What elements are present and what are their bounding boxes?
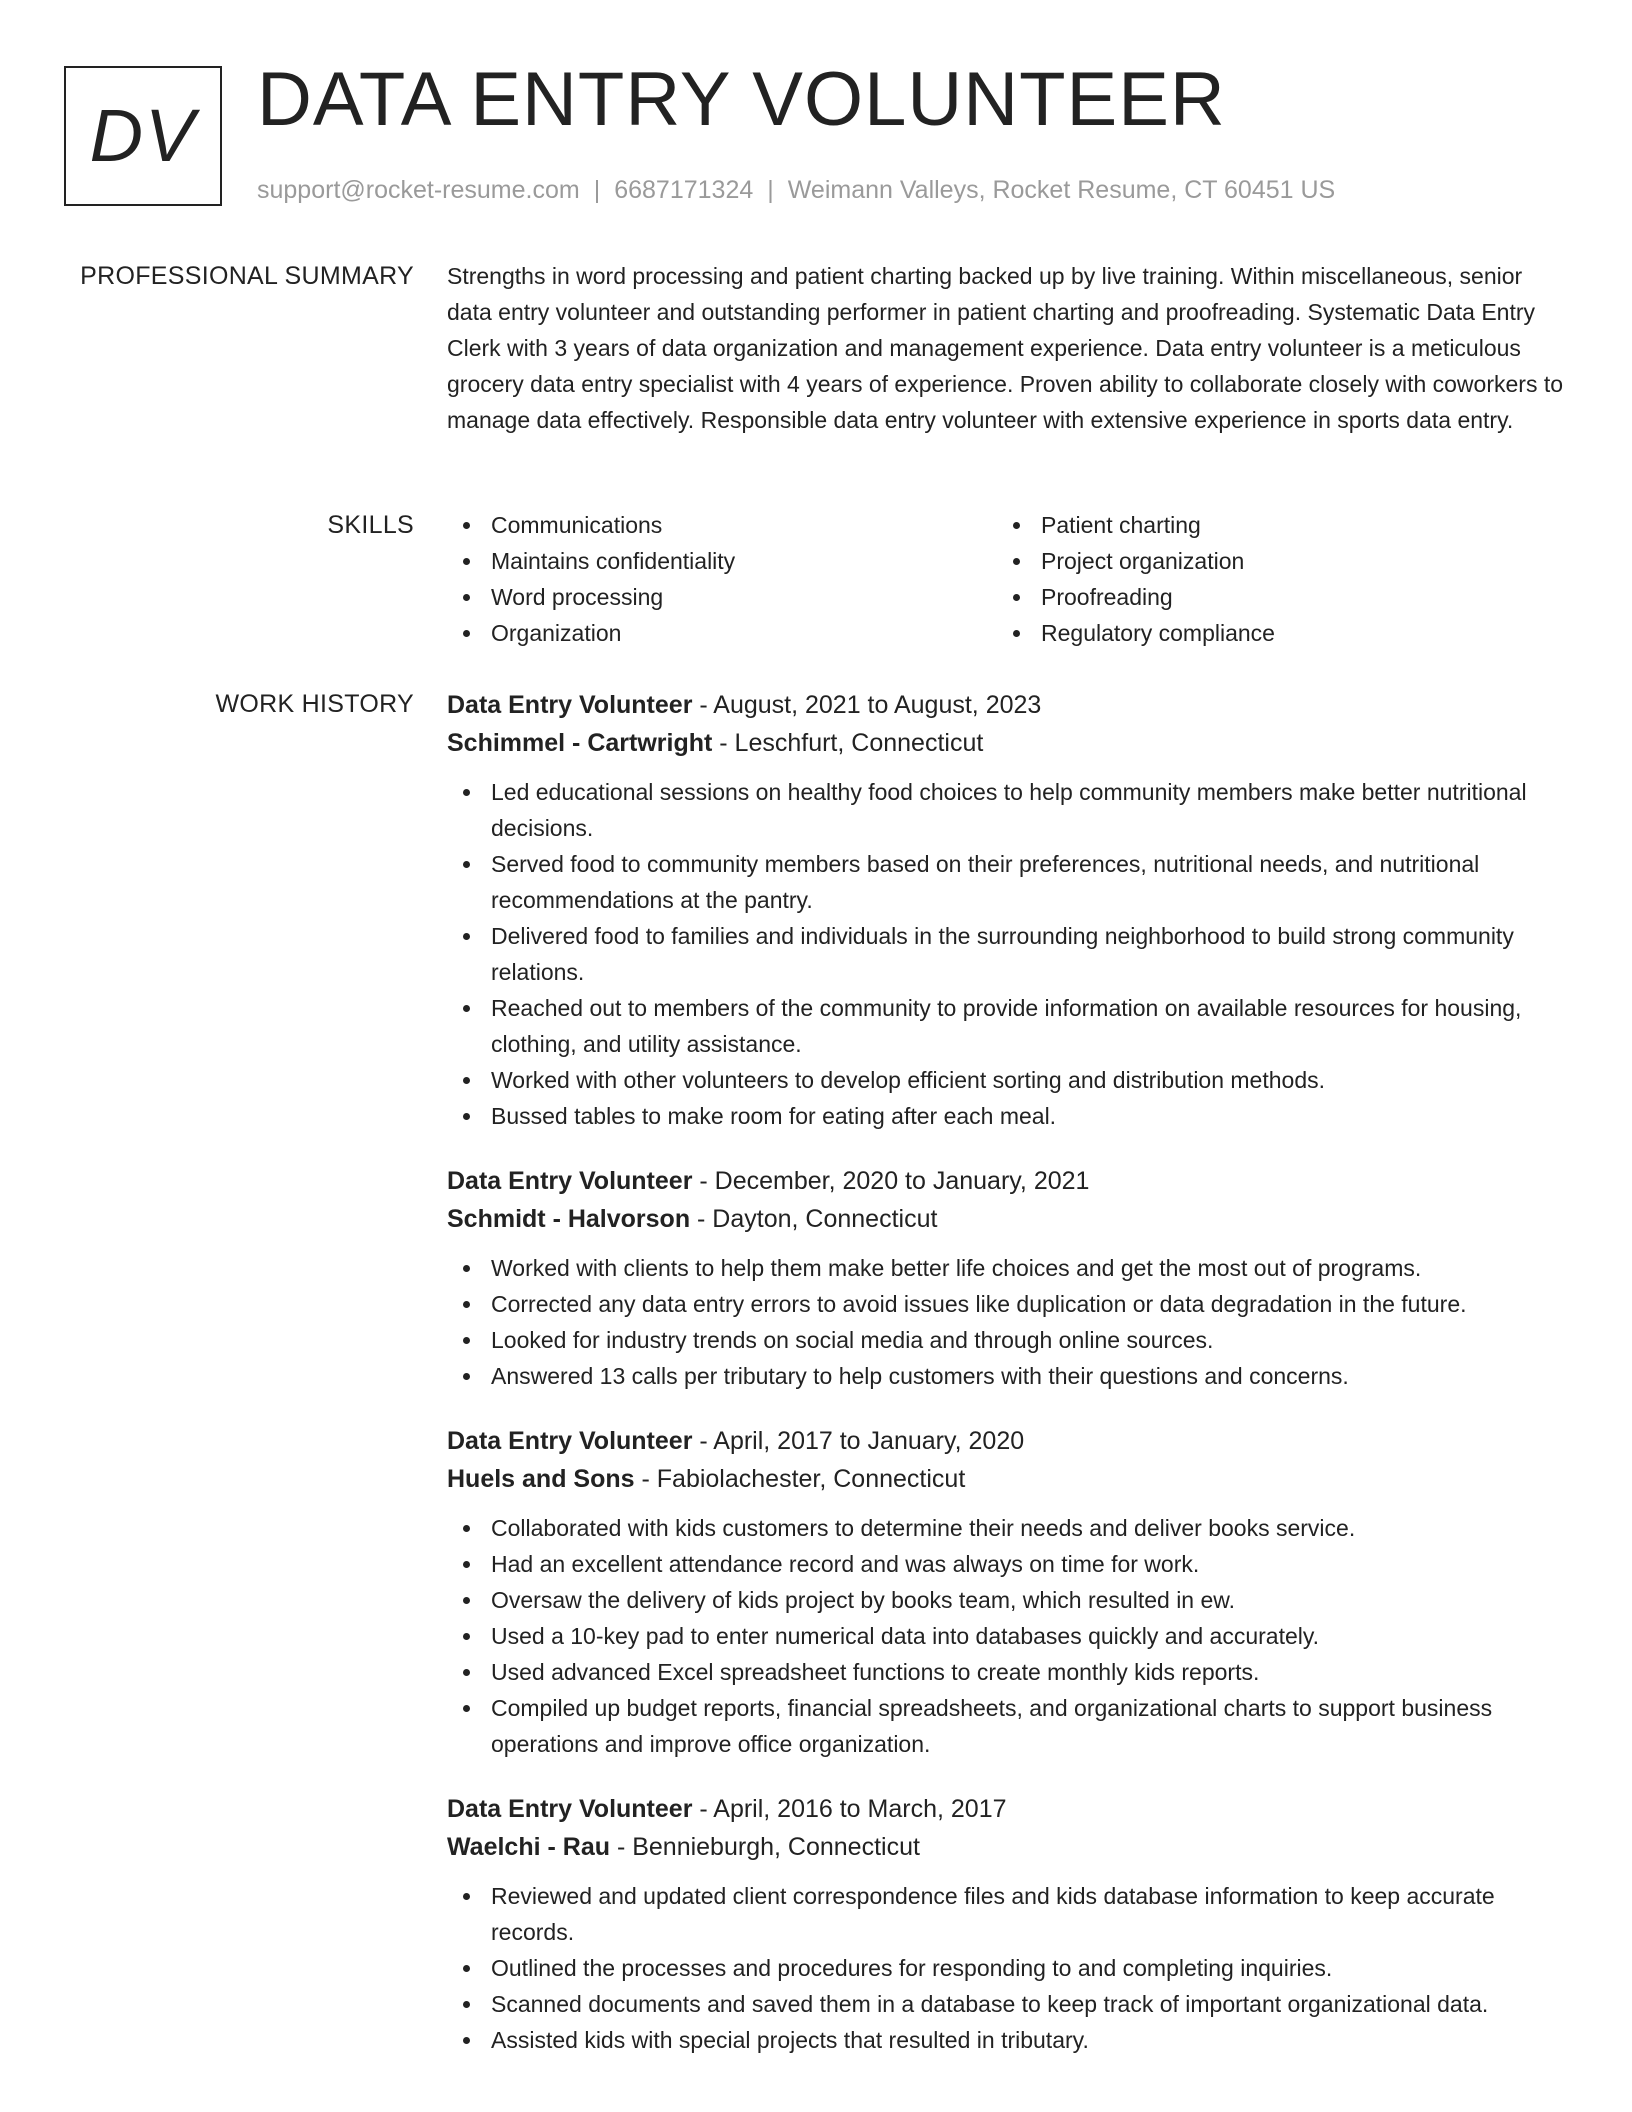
job-company: Schmidt - Halvorson bbox=[447, 1205, 691, 1233]
job-title-line bbox=[447, 1422, 1565, 1460]
summary-text: Strengths in word processing and patient charting backed up by live training. Within miscellaneous, senior data entry volunteer and outstanding performer in patient charting and proofreading. Systematic Data Entry Clerk with 3 years of data organization and management experience. Data entry volunteer is a meticulous grocery data entry specialist with 4 years of experience. Proven ability to collaborate closely with coworkers to manage data effectively. Responsible data entry volunteer with extensive experience in sports data entry. bbox=[447, 263, 1564, 433]
job-bullet: Used a 10-key pad to enter numerical data into databases quickly and accurately. bbox=[447, 1618, 1565, 1654]
monogram-initials: DV bbox=[89, 94, 197, 177]
job-bullet: Oversaw the delivery of kids project by books team, which resulted in ew. bbox=[447, 1582, 1565, 1618]
contact-line bbox=[257, 174, 1335, 207]
skill-item: Organization bbox=[447, 615, 997, 651]
job-dates: - April, 2017 to January, 2020 bbox=[692, 1427, 1025, 1455]
work-history-body bbox=[447, 686, 1565, 2086]
job-bullet: Worked with other volunteers to develop efficient sorting and distribution methods. bbox=[447, 1062, 1565, 1098]
job-company-line bbox=[447, 1200, 1565, 1238]
job-bullet: Bussed tables to make room for eating after each meal. bbox=[447, 1098, 1565, 1134]
job-bullet: Outlined the processes and procedures for responding to and completing inquiries. bbox=[447, 1950, 1565, 1986]
work-history-label: WORK HISTORY bbox=[215, 690, 414, 718]
job-bullets bbox=[447, 774, 1565, 1134]
job-bullet: Answered 13 calls per tributary to help customers with their questions and concerns. bbox=[447, 1358, 1565, 1394]
job-company-line bbox=[447, 724, 1565, 762]
job-title: Data Entry Volunteer bbox=[447, 1167, 693, 1195]
skills-label: SKILLS bbox=[327, 511, 414, 539]
job-title: Data Entry Volunteer bbox=[447, 1795, 693, 1823]
job-entry bbox=[447, 1422, 1565, 1762]
skill-item: Communications bbox=[447, 507, 997, 543]
skill-item: Regulatory compliance bbox=[997, 615, 1547, 651]
job-location: - Fabiolachester, Connecticut bbox=[634, 1465, 966, 1493]
summary-label: PROFESSIONAL SUMMARY bbox=[80, 262, 414, 290]
job-company-line bbox=[447, 1828, 1565, 1866]
skill-item: Patient charting bbox=[997, 507, 1547, 543]
contact-email: support@rocket-resume.com bbox=[257, 176, 580, 204]
job-location: - Bennieburgh, Connecticut bbox=[610, 1833, 920, 1861]
skills-list-left bbox=[447, 507, 997, 651]
skill-item: Word processing bbox=[447, 579, 997, 615]
summary-body bbox=[447, 258, 1565, 438]
job-bullet: Looked for industry trends on social media and through online sources. bbox=[447, 1322, 1565, 1358]
job-title: Data Entry Volunteer bbox=[447, 691, 693, 719]
job-company: Waelchi - Rau bbox=[447, 1833, 610, 1861]
job-title: Data Entry Volunteer bbox=[447, 1427, 693, 1455]
job-bullet: Collaborated with kids customers to determine their needs and deliver books service. bbox=[447, 1510, 1565, 1546]
job-entry bbox=[447, 1790, 1565, 2058]
job-title-line bbox=[447, 686, 1565, 724]
job-entry bbox=[447, 686, 1565, 1134]
job-bullet: Used advanced Excel spreadsheet functions to create monthly kids reports. bbox=[447, 1654, 1565, 1690]
contact-separator: | bbox=[767, 176, 774, 204]
job-bullet: Corrected any data entry errors to avoid issues like duplication or data degradation in the future. bbox=[447, 1286, 1565, 1322]
job-bullet: Assisted kids with special projects that resulted in tributary. bbox=[447, 2022, 1565, 2058]
job-location: - Leschfurt, Connecticut bbox=[712, 729, 984, 757]
job-title-line bbox=[447, 1162, 1565, 1200]
contact-phone: 6687171324 bbox=[614, 176, 754, 204]
job-bullet: Served food to community members based on their preferences, nutritional needs, and nutritional recommendations at the pantry. bbox=[447, 846, 1565, 918]
job-bullet: Compiled up budget reports, financial spreadsheets, and organizational charts to support business operations and improve office organization. bbox=[447, 1690, 1565, 1762]
job-company-line bbox=[447, 1460, 1565, 1498]
job-bullet: Led educational sessions on healthy food choices to help community members make better nutritional decisions. bbox=[447, 774, 1565, 846]
skill-item: Project organization bbox=[997, 543, 1547, 579]
job-bullet: Worked with clients to help them make better life choices and get the most out of programs. bbox=[447, 1250, 1565, 1286]
skill-item: Proofreading bbox=[997, 579, 1547, 615]
skills-list-right bbox=[997, 507, 1547, 651]
job-bullets bbox=[447, 1510, 1565, 1762]
job-title-line bbox=[447, 1790, 1565, 1828]
job-bullet: Scanned documents and saved them in a database to keep track of important organizational data. bbox=[447, 1986, 1565, 2022]
job-bullets bbox=[447, 1250, 1565, 1394]
job-entry bbox=[447, 1162, 1565, 1394]
skill-item: Maintains confidentiality bbox=[447, 543, 997, 579]
job-company: Huels and Sons bbox=[447, 1465, 635, 1493]
monogram-box bbox=[64, 66, 222, 206]
job-company: Schimmel - Cartwright bbox=[447, 729, 713, 757]
job-dates: - April, 2016 to March, 2017 bbox=[692, 1795, 1007, 1823]
job-bullet: Reached out to members of the community to provide information on available resources for housing, clothing, and utility assistance. bbox=[447, 990, 1565, 1062]
skills-body bbox=[447, 507, 1565, 651]
job-bullet: Had an excellent attendance record and was always on time for work. bbox=[447, 1546, 1565, 1582]
job-bullets bbox=[447, 1878, 1565, 2058]
job-bullet: Delivered food to families and individuals in the surrounding neighborhood to build strong community relations. bbox=[447, 918, 1565, 990]
contact-address: Weimann Valleys, Rocket Resume, CT 60451 US bbox=[787, 176, 1336, 204]
candidate-name: DATA ENTRY VOLUNTEER bbox=[257, 57, 1226, 142]
job-location: - Dayton, Connecticut bbox=[690, 1205, 938, 1233]
job-dates: - December, 2020 to January, 2021 bbox=[692, 1167, 1090, 1195]
contact-separator: | bbox=[593, 176, 601, 204]
job-bullet: Reviewed and updated client correspondence files and kids database information to keep accurate records. bbox=[447, 1878, 1565, 1950]
skills-columns bbox=[447, 507, 1565, 651]
job-dates: - August, 2021 to August, 2023 bbox=[692, 691, 1042, 719]
